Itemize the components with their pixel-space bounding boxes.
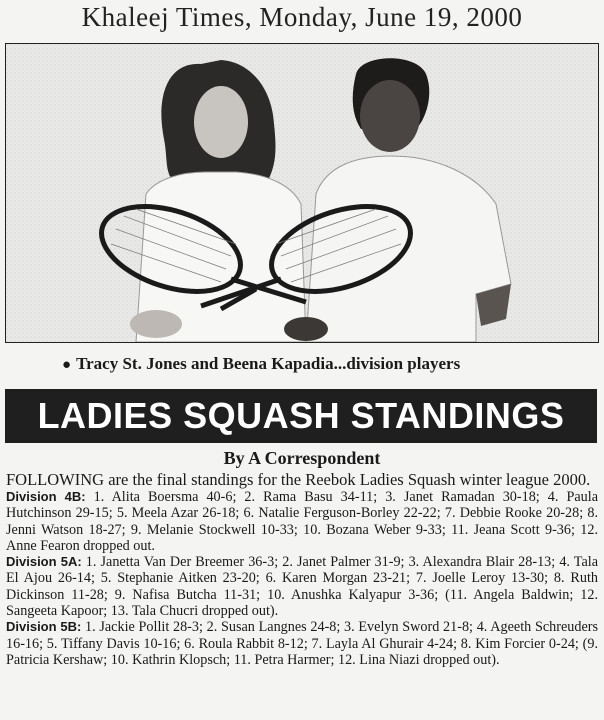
photo-illustration [6,44,598,342]
division-label: Division 4B: [6,489,86,504]
news-photo [5,43,599,343]
division-4b-paragraph [6,489,598,554]
division-standings: 1. Jackie Pollit 28-3; 2. Susan Langnes 24-8; 3. Evelyn Sword 21-8; 4. Ageeth Schreuders 16-16; 5. Tiffany Davis 10-16; 6. Roula Rabbit 8-12; 7. Layla Al Ghurair 4-24; 8. Kim Forcier 0-24; (9. Patricia Kershaw; 10. Kathrin Klopsch; 11. Petra Harmer; 12. Lina Niazi dropped out). [6,619,598,668]
caption-text: Tracy St. Jones and Beena Kapadia...division players [76,354,461,373]
division-standings: 1. Alita Boersma 40-6; 2. Rama Basu 34-11; 3. Janet Ramadan 30-18; 4. Paula Hutchinson 29-15; 5. Meela Azar 26-18; 6. Natalie Ferguson-Borley 22-22; 7. Debbie Rooke 20-28; 8. Jenni Watson 18-27; 9. Melanie Stockwell 10-33; 10. Bozana Weber 9-33; 11. Jeana Scott 9-36; 12. Anne Fearon dropped out. [6,489,598,554]
division-label: Division 5A: [6,554,82,570]
division-standings: 1. Janetta Van Der Breemer 36-3; 2. Janet Palmer 31-9; 3. Alexandra Blair 28-13; 4. Tala El Ajou 26-14; 5. Stephanie Aitken 23-20; 6. Karen Morgan 23-21; 7. Joelle Leroy 13-30; 8. Ruth Dickinson 11-28; 9. Nafisa Butcha 11-31; 10. Anushka Kalyapur 3-36; (11. Angela Baldwin; 12. Sangeeta Kapoor; 13. Tala Chucri dropped out). [6,554,599,620]
division-label: Division 5B: [6,619,82,635]
division-5b-paragraph [6,619,598,668]
article-body [6,471,598,668]
bullet-icon: ● [62,357,72,373]
headline-banner: LADIES SQUASH STANDINGS [5,389,597,443]
byline: By A Correspondent [223,448,381,468]
masthead: Khaleej Times, Monday, June 19, 2000 [81,2,523,32]
photo-caption [62,354,460,374]
division-5a-paragraph [6,554,598,619]
intro-paragraph: FOLLOWING are the final standings for the Reebok Ladies Squash winter league 2000. [6,470,591,489]
